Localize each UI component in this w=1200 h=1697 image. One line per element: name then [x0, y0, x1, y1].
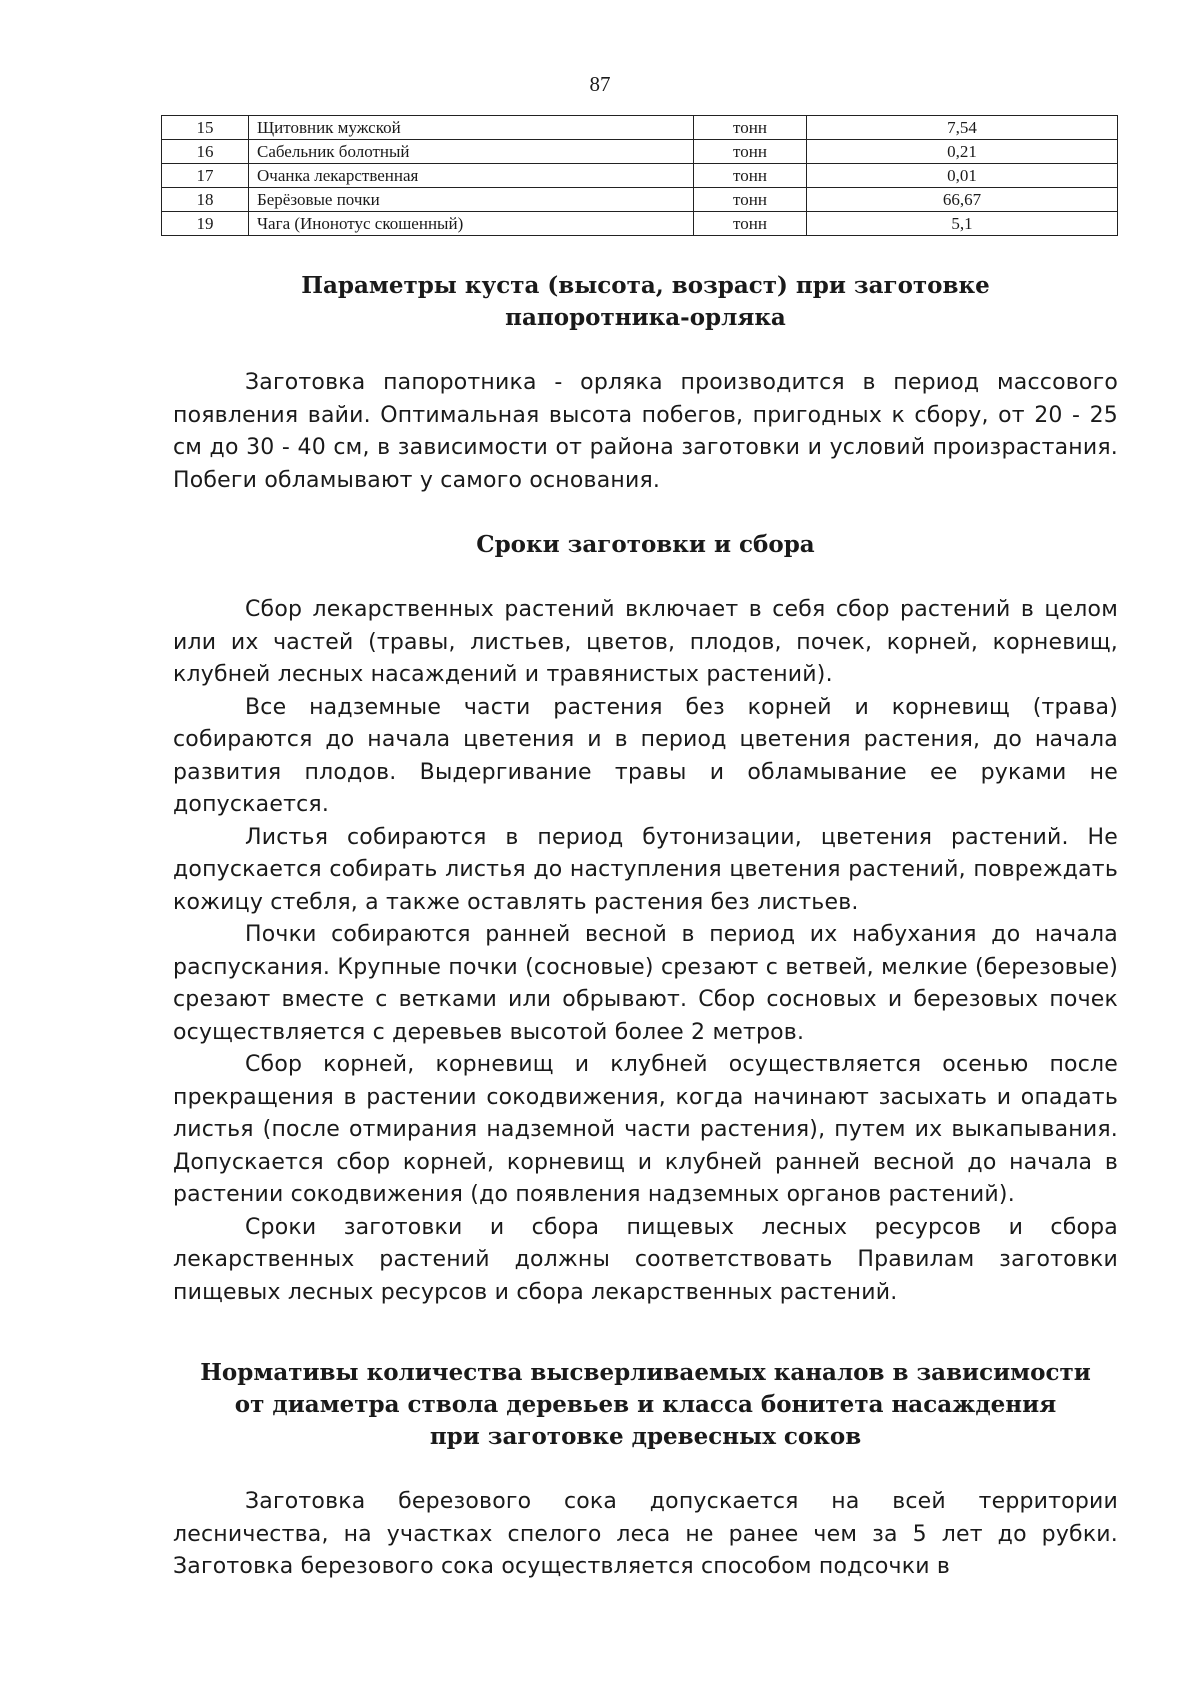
row-number: 15	[162, 116, 249, 140]
volume-value: 5,1	[807, 212, 1118, 236]
heading-line: при заготовке древесных соков	[429, 1423, 862, 1450]
paragraph: Заготовка папоротника - орляка производится в период массового появления вайи. Оптимальная высота побегов, пригодных к сбору, от 20 - 25 см до 30 - 40 см, в зависимости от района заготовки и условий произрастания. Побеги обламывают у самого основания.	[173, 370, 1118, 493]
heading-line: Нормативы количества высверливаемых каналов в зависимости	[200, 1359, 1091, 1386]
resource-name: Берёзовые почки	[249, 188, 694, 212]
heading-line: от диаметра ствола деревьев и класса бонитета насаждения	[234, 1391, 1057, 1418]
table-row	[162, 140, 1118, 164]
section-heading-bracken-parameters	[173, 270, 1118, 334]
volume-value: 7,54	[807, 116, 1118, 140]
paragraph: Листья собираются в период бутонизации, цветения растений. Не допускается собирать листья до наступления цветения растений, повреждать кожицу стебля, а также оставлять растения без листьев.	[173, 824, 1118, 915]
paragraph: Заготовка березового сока допускается на всей территории лесничества, на участках спелого леса не ранее чем за 5 лет до рубки. Заготовка березового сока осуществляется способом подсочки в	[173, 1489, 1118, 1579]
paragraph: Почки собираются ранней весной в период их набухания до начала распускания. Крупные почки (сосновые) срезают с ветвей, мелкие (березовые) срезают вместе с ветками или обрывают. Сбор сосновых и березовых почек осуществляется с деревьев высотой более 2 метров.	[173, 922, 1118, 1045]
row-number: 19	[162, 212, 249, 236]
heading-line: Параметры куста (высота, возраст) при заготовке	[301, 272, 990, 299]
resource-name: Сабельник болотный	[249, 140, 694, 164]
volume-value: 66,67	[807, 188, 1118, 212]
table-row	[162, 164, 1118, 188]
unit: тонн	[694, 140, 807, 164]
paragraph: Сбор лекарственных растений включает в себя сбор растений в целом или их частей (травы, листьев, цветов, плодов, почек, корней, корневищ, клубней лесных насаждений и травянистых растений).	[173, 597, 1118, 687]
table-row	[162, 188, 1118, 212]
unit: тонн	[694, 188, 807, 212]
resource-name: Чага (Инонотус скошенный)	[249, 212, 694, 236]
resources-table	[161, 115, 1118, 236]
paragraph: Сбор корней, корневищ и клубней осуществляется осенью после прекращения в растении сокодвижения, когда начинают засыхать и опадать листья (после отмирания надземной части растения), путем их выкапывания. Допускается сбор корней, корневищ и клубней ранней весной до начала в растении сокодвижения (до появления надземных органов растений).	[173, 1052, 1118, 1207]
page-number: 87	[589, 72, 611, 96]
heading-line: папоротника-орляка	[505, 304, 786, 331]
unit: тонн	[694, 212, 807, 236]
unit: тонн	[694, 116, 807, 140]
table-row	[162, 212, 1118, 236]
resource-name: Щитовник мужской	[249, 116, 694, 140]
resource-name: Очанка лекарственная	[249, 164, 694, 188]
paragraph: Сроки заготовки и сбора пищевых лесных ресурсов и сбора лекарственных растений должны соответствовать Правилам заготовки пищевых лесных ресурсов и сбора лекарственных растений.	[173, 1214, 1118, 1305]
section-heading-harvest-terms	[173, 529, 1118, 561]
unit: тонн	[694, 164, 807, 188]
volume-value: 0,21	[807, 140, 1118, 164]
section-heading-sap-channel-norms	[173, 1357, 1118, 1453]
paragraph: Все надземные части растения без корней и корневищ (трава) собираются до начала цветения и в период цветения растения, до начала развития плодов. Выдергивание травы и обламывание ее руками не допускается.	[173, 694, 1118, 817]
row-number: 18	[162, 188, 249, 212]
volume-value: 0,01	[807, 164, 1118, 188]
row-number: 17	[162, 164, 249, 188]
row-number: 16	[162, 140, 249, 164]
heading-line: Сроки заготовки и сбора	[476, 531, 815, 558]
document-body	[173, 270, 1118, 1584]
table-row	[162, 116, 1118, 140]
